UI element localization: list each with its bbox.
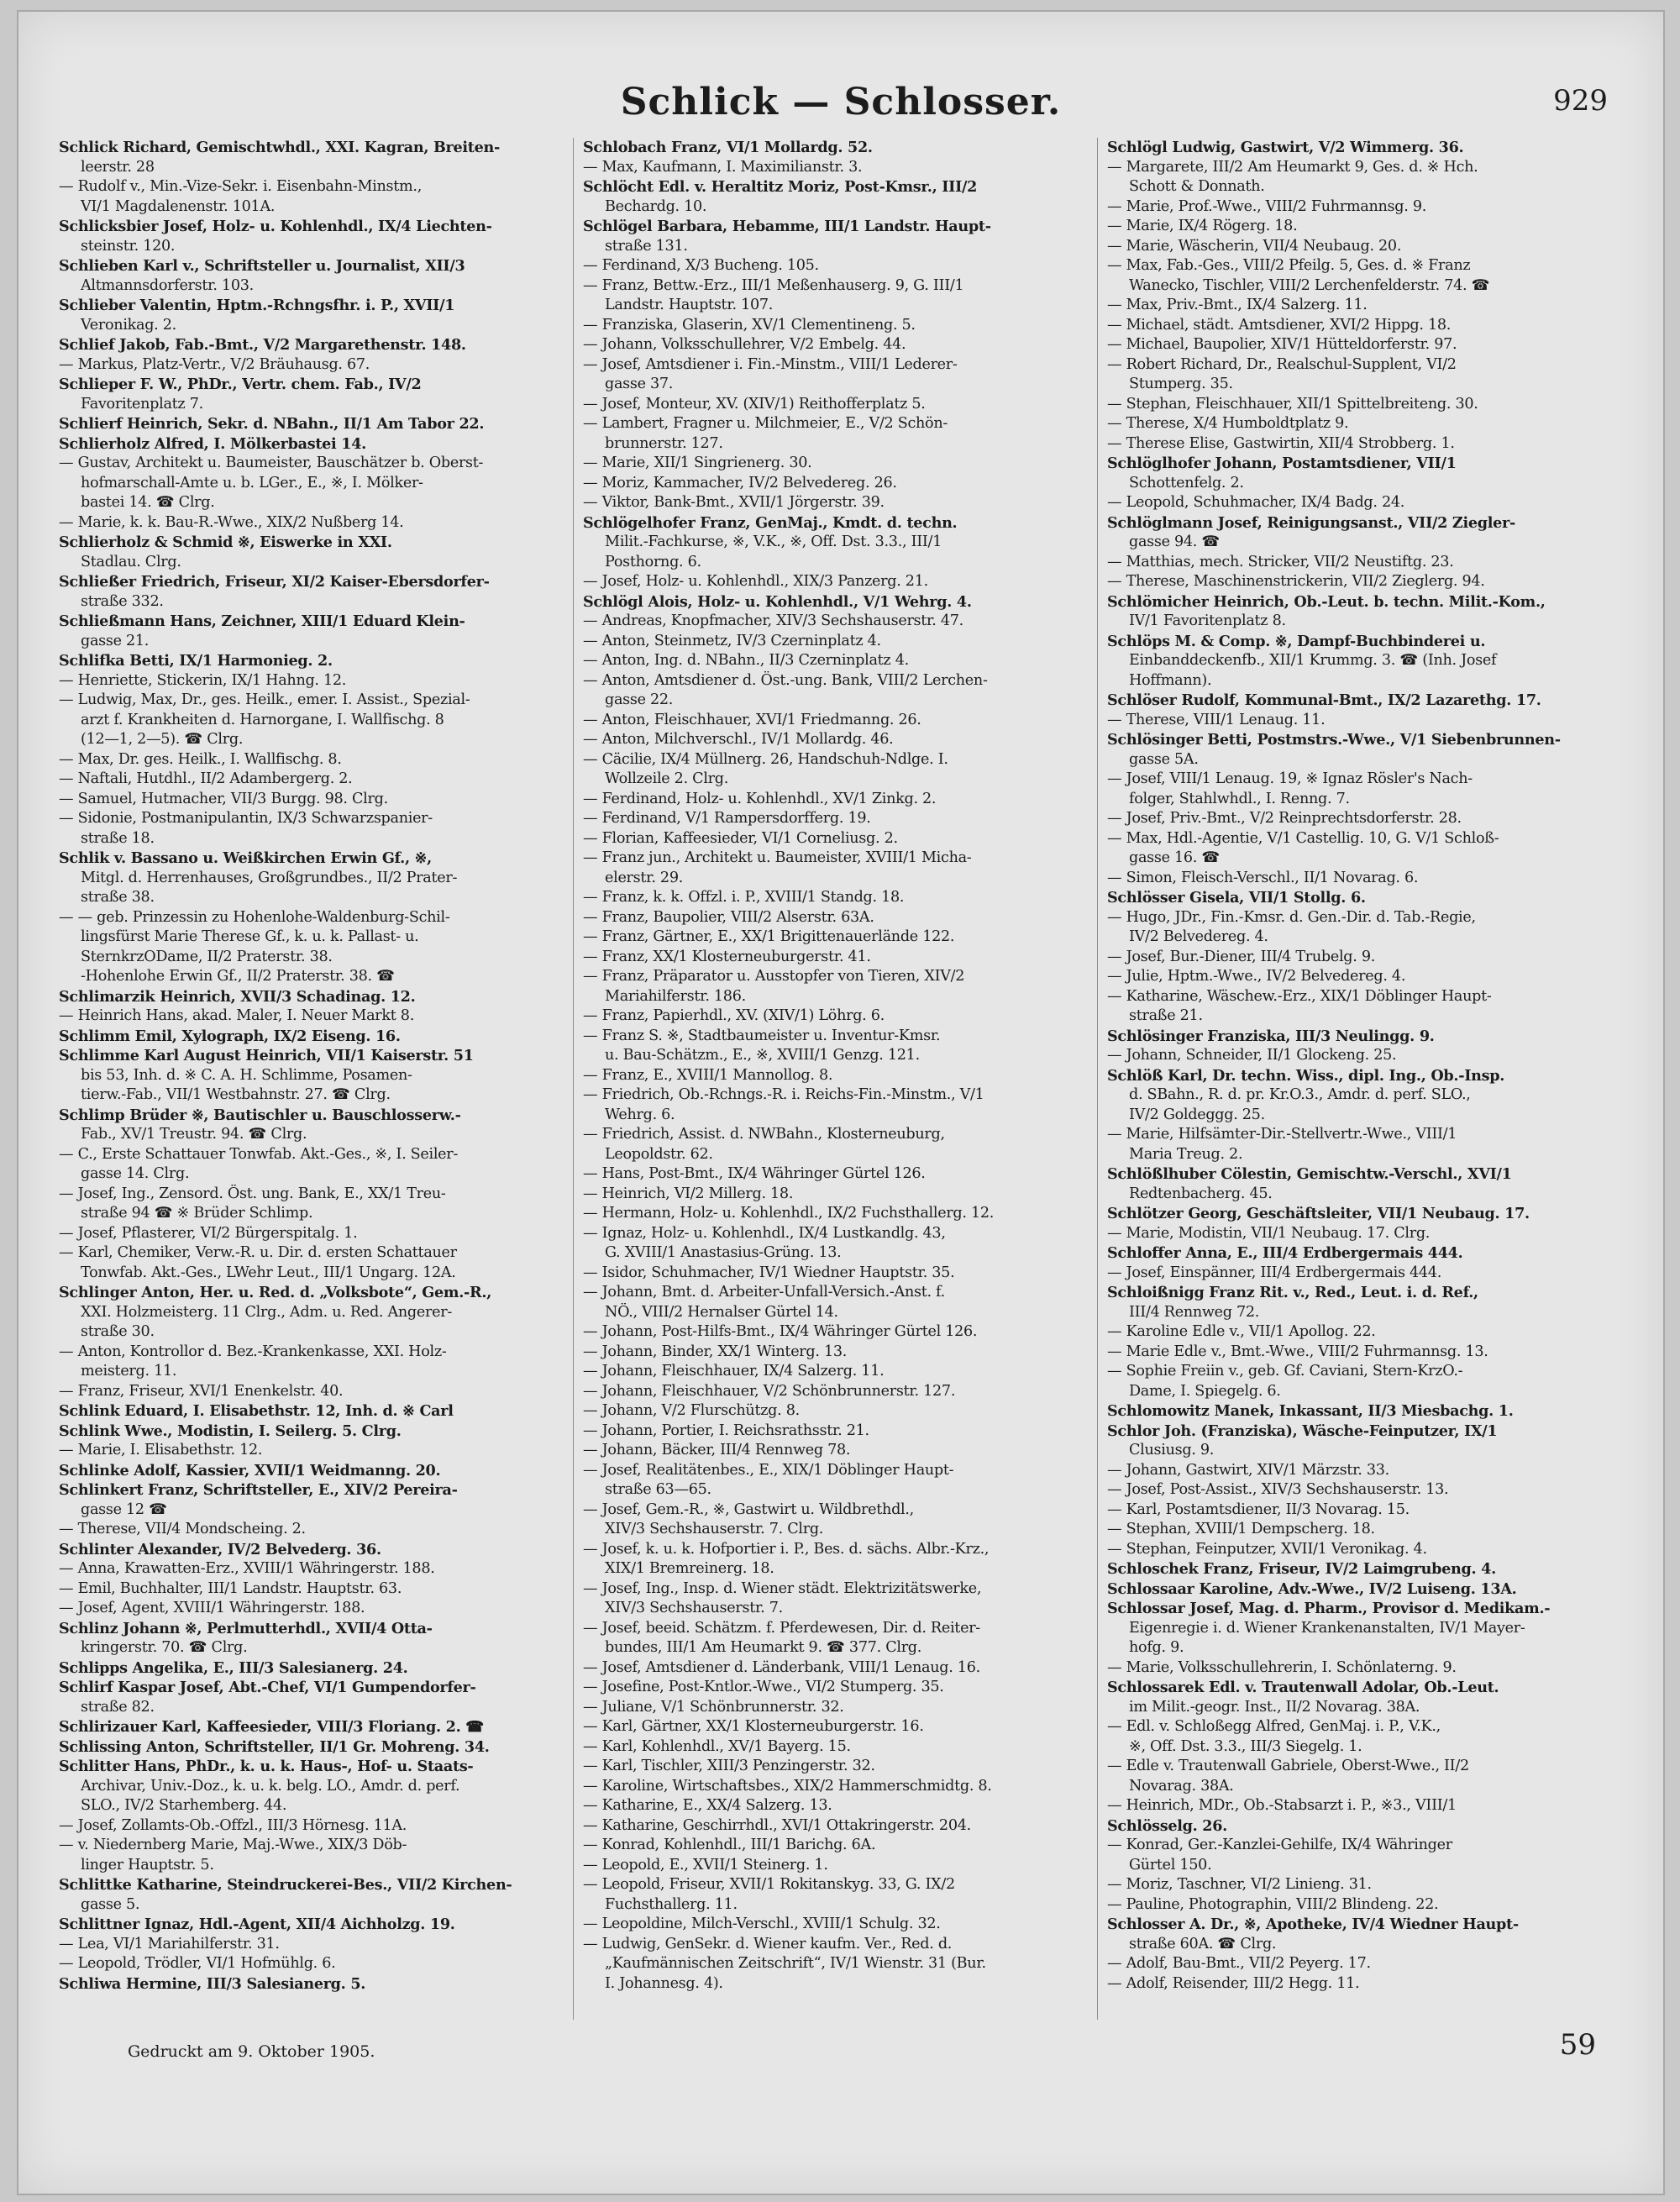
directory-entry-line: Stumperg. 35. xyxy=(1129,376,1233,392)
directory-entry-line: SternkrzODame, II/2 Praterstr. 38. xyxy=(81,948,333,965)
directory-entry-line: — Josef, Amtsdiener d. Länderbank, VIII/1 Lenaug. 16. xyxy=(583,1658,980,1676)
directory-entry-line: — Josef, Realitätenbes., E., XIX/1 Döblinger Haupt- xyxy=(583,1461,954,1479)
directory-entry-line: — Cäcilie, IX/4 Müllnerg. 26, Handschuh-Ndlge. I. xyxy=(583,750,948,768)
directory-entry-line: — Josef, Einspänner, III/4 Erdbergermais 444. xyxy=(1107,1264,1442,1281)
directory-entry-line: — Therese, VII/4 Mondscheing. 2. xyxy=(59,1521,306,1537)
directory-entry-line: — Leopold, Trödler, VI/1 Hofmühlg. 6. xyxy=(59,1955,336,1972)
directory-entry-line: Schlösinger Betti, Postmstrs.-Wwe., V/1 Siebenbrunnen- xyxy=(1107,731,1561,749)
directory-entry-line: Altmannsdorferstr. 103. xyxy=(81,276,254,294)
directory-entry-line: — Moriz, Kammacher, IV/2 Belvedereg. 26. xyxy=(583,474,897,491)
directory-entry-line: Posthorng. 6. xyxy=(605,553,701,570)
directory-entry-line: — Edl. v. Schloßegg Alfred, GenMaj. i. P., V.K., xyxy=(1107,1718,1441,1735)
directory-entry-line: Schloißnigg Franz Rit. v., Red., Leut. i. d. Ref., xyxy=(1107,1284,1478,1301)
directory-entry-line: Schliwa Hermine, III/3 Salesianerg. 5. xyxy=(59,1974,366,1993)
directory-entry-line: Mitgl. d. Herrenhauses, Großgrundbes., II/2 Prater- xyxy=(81,869,458,886)
directory-entry-line: Wanecko, Tischler, VIII/2 Lerchenfelderstr. 74. ☎ xyxy=(1129,276,1490,294)
directory-entry-line: (12—1, 2—5). ☎ Clrg. xyxy=(81,731,244,748)
directory-entry-line: Schlittke Katharine, Steindruckerei-Bes., VII/2 Kirchen- xyxy=(59,1876,512,1894)
directory-entry-line: — Max, Dr. ges. Heilk., I. Wallfischg. 8. xyxy=(59,750,342,768)
directory-entry-line: Schlifka Betti, IX/1 Harmonieg. 2. xyxy=(59,652,333,670)
directory-entry-line: folger, Stahlwhdl., I. Renng. 7. xyxy=(1129,790,1350,807)
directory-entry-line: — Rudolf v., Min.-Vize-Sekr. i. Eisenbahn-Minstm., xyxy=(59,178,422,195)
directory-entry-line: — Sidonie, Postmanipulantin, IX/3 Schwarzspanier- xyxy=(59,810,433,827)
directory-entry-line: Einbanddeckenfb., XII/1 Krummg. 3. ☎ (Inh. Josef xyxy=(1129,652,1497,669)
directory-entry-line: Schlöß Karl, Dr. techn. Wiss., dipl. Ing., Ob.-Insp. xyxy=(1107,1066,1505,1085)
directory-entry-line: — Anton, Ing. d. NBahn., II/3 Czerninplatz 4. xyxy=(583,652,909,669)
directory-entry-line: — Andreas, Knopfmacher, XIV/3 Sechshauserstr. 47. xyxy=(583,612,963,629)
directory-entry-line: gasse 5A. xyxy=(1129,750,1199,768)
directory-entry-line: — Josef, Amtsdiener i. Fin.-Minstm., VIII/1 Lederer- xyxy=(583,355,958,373)
directory-entry-line: Schließer Friedrich, Friseur, XI/2 Kaiser-Ebersdorfer- xyxy=(59,573,490,591)
directory-entry-line: Schlissing Anton, Schriftsteller, II/1 Gr. Mohreng. 34. xyxy=(59,1737,490,1756)
directory-entry-line: straße 21. xyxy=(1129,1007,1203,1024)
directory-entry-line: — Franz, k. k. Offzl. i. P., XVIII/1 Standg. 18. xyxy=(583,889,905,906)
directory-entry-line: Mariahilferstr. 186. xyxy=(605,987,746,1005)
directory-entry-line: Fuchsthallerg. 11. xyxy=(605,1895,738,1913)
directory-entry-line: XXI. Holzmeisterg. 11 Clrg., Adm. u. Red. Angerer- xyxy=(81,1303,452,1321)
directory-entry-line: Schlierf Heinrich, Sekr. d. NBahn., II/1 Am Tabor 22. xyxy=(59,415,485,433)
directory-entry-line: — Anna, Krawatten-Erz., XVIII/1 Währingerstr. 188. xyxy=(59,1560,435,1577)
directory-entry-line: Schlieper F. W., PhDr., Vertr. chem. Fab., IV/2 xyxy=(59,376,422,393)
directory-entry-line: Schlimme Karl August Heinrich, VII/1 Kaiserstr. 51 xyxy=(59,1047,474,1064)
directory-entry-line: Schlick Richard, Gemischtwhdl., XXI. Kagran, Breiten- xyxy=(59,139,501,156)
sheet-number: 59 xyxy=(1559,2028,1596,2062)
directory-entry-line: — Friedrich, Assist. d. NWBahn., Klosterneuburg, xyxy=(583,1126,945,1143)
directory-entry-line: hofmarschall-Amte u. b. LGer., E., ※, I. Mölker- xyxy=(81,474,423,491)
directory-entry-line: straße 63—65. xyxy=(605,1481,711,1498)
directory-entry-line: Schlimarzik Heinrich, XVII/3 Schadinag. 12. xyxy=(59,987,416,1006)
page-header xyxy=(18,81,1663,131)
directory-entry-line: — Josef, Zollamts-Ob.-Offzl., III/3 Hörnesg. 11A. xyxy=(59,1816,407,1834)
directory-entry-line: Schlötzer Georg, Geschäftsleiter, VII/1 Neubaug. 17. xyxy=(1107,1205,1530,1222)
directory-entry-line: G. XVIII/1 Anastasius-Grüng. 13. xyxy=(605,1244,842,1261)
directory-entry-line: Schlirizauer Karl, Kaffeesieder, VIII/3 Floriang. 2. ☎ xyxy=(59,1718,484,1736)
directory-entry-line: — Franz, XX/1 Klosterneuburgerstr. 41. xyxy=(583,948,871,965)
directory-entry-line: XIX/1 Bremreinerg. 18. xyxy=(605,1560,774,1577)
print-date: Gedruckt am 9. Oktober 1905. xyxy=(128,2042,375,2061)
directory-entry-line: — Viktor, Bank-Bmt., XVII/1 Jörgerstr. 39. xyxy=(583,494,885,511)
directory-entry-line: Stadlau. Clrg. xyxy=(81,553,181,570)
directory-entry-line: — Stephan, XVIII/1 Dempscherg. 18. xyxy=(1107,1521,1375,1537)
directory-entry-line: — Lea, VI/1 Mariahilferstr. 31. xyxy=(59,1935,280,1952)
directory-entry-line: XIV/3 Sechshauserstr. 7. Clrg. xyxy=(605,1521,824,1537)
directory-entry-line: — Heinrich, VI/2 Millerg. 18. xyxy=(583,1185,794,1202)
directory-entry-line: — Hans, Post-Bmt., IX/4 Währinger Gürtel 126. xyxy=(583,1165,926,1182)
directory-entry-line: straße 60A. ☎ Clrg. xyxy=(1129,1935,1277,1952)
directory-entry-line: Schlinger Anton, Her. u. Red. d. „Volksbote“, Gem.-R., xyxy=(59,1284,492,1301)
directory-entry-line: gasse 5. xyxy=(81,1895,140,1913)
directory-entry-line: Schlöcht Edl. v. Heraltitz Moriz, Post-Kmsr., III/2 xyxy=(583,178,978,196)
directory-entry-line: Schlieben Karl v., Schriftsteller u. Journalist, XII/3 xyxy=(59,257,465,275)
directory-entry-line: — Johann, V/2 Flurschützg. 8. xyxy=(583,1402,800,1419)
directory-entry-line: — Max, Priv.-Bmt., IX/4 Salzerg. 11. xyxy=(1107,297,1368,313)
directory-entry-line: Schlögelhofer Franz, GenMaj., Kmdt. d. techn. xyxy=(583,513,958,532)
directory-entry-line: — Ferdinand, Holz- u. Kohlenhdl., XV/1 Zinkg. 2. xyxy=(583,790,937,807)
directory-entry-line: hofg. 9. xyxy=(1129,1639,1184,1656)
directory-entry-line: straße 332. xyxy=(81,592,164,610)
directory-entry-line: — Josef, Post-Assist., XIV/3 Sechshauserstr. 13. xyxy=(1107,1481,1449,1498)
directory-entry-line: — Simon, Fleisch-Verschl., II/1 Novarag. 6. xyxy=(1107,869,1419,886)
directory-entry-line: — Josef, Pflasterer, VI/2 Bürgerspitalg. 1. xyxy=(59,1224,358,1242)
directory-entry-line: -Hohenlohe Erwin Gf., II/2 Praterstr. 38. ☎ xyxy=(81,968,395,985)
directory-entry-line: — Josef, k. u. k. Hofportier i. P., Bes. d. sächs. Albr.-Krz., xyxy=(583,1540,990,1558)
directory-entry-line: gasse 22. xyxy=(605,691,674,708)
column-middle xyxy=(583,138,1087,2020)
directory-entry-line: Schottenfelg. 2. xyxy=(1129,474,1244,491)
directory-entry-line: — Josef, Gem.-R., ※, Gastwirt u. Wildbrethdl., xyxy=(583,1500,914,1518)
directory-entry-line: — Josef, VIII/1 Lenaug. 19, ※ Ignaz Rösler's Nach- xyxy=(1107,770,1473,787)
directory-entry-line: — Michael, städt. Amtsdiener, XVI/2 Hippg. 18. xyxy=(1107,316,1452,334)
directory-entry-line: — Leopold, Schuhmacher, IX/4 Badg. 24. xyxy=(1107,494,1405,511)
directory-entry-line: Schlimm Emil, Xylograph, IX/2 Eiseng. 16. xyxy=(59,1027,401,1045)
directory-entry-line: — Ferdinand, X/3 Bucheng. 105. xyxy=(583,257,819,274)
directory-entry-line: — Johann, Binder, XX/1 Winterg. 13. xyxy=(583,1343,848,1360)
directory-entry-line: Schlösselg. 26. xyxy=(1107,1816,1227,1835)
directory-entry-line: — Konrad, Kohlenhdl., III/1 Barichg. 6A. xyxy=(583,1837,876,1853)
directory-entry-line: Schlögel Barbara, Hebamme, III/1 Landstr. Haupt- xyxy=(583,218,991,235)
directory-entry-line: — Lambert, Fragner u. Milchmeier, E., V/2 Schön- xyxy=(583,415,948,432)
directory-entry-line: XIV/3 Sechshauserstr. 7. xyxy=(605,1600,783,1616)
directory-entry-line: — — geb. Prinzessin zu Hohenlohe-Waldenburg-Schil- xyxy=(59,908,450,926)
directory-entry-line: Schlömicher Heinrich, Ob.-Leut. b. techn. Milit.-Kom., xyxy=(1107,592,1546,611)
directory-entry-line: Dame, I. Spiegelg. 6. xyxy=(1129,1382,1281,1400)
directory-entry-line: — Stephan, Fleischhauer, XII/1 Spittelbreiteng. 30. xyxy=(1107,395,1478,413)
directory-entry-line: — Johann, Fleischhauer, V/2 Schönbrunnerstr. 127. xyxy=(583,1382,956,1400)
directory-entry-line: — Ignaz, Holz- u. Kohlenhdl., IX/4 Lustkandlg. 43, xyxy=(583,1224,946,1242)
directory-entry-line: — Florian, Kaffeesieder, VI/1 Corneliusg. 2. xyxy=(583,829,898,847)
directory-entry-line: — Franz, Präparator u. Ausstopfer von Tieren, XIV/2 xyxy=(583,968,965,985)
directory-entry-line: — Marie, XII/1 Singrienerg. 30. xyxy=(583,455,812,471)
directory-entry-line: straße 131. xyxy=(605,237,688,255)
directory-entry-line: Schott & Donnath. xyxy=(1129,178,1265,195)
directory-entry-line: — Hugo, JDr., Fin.-Kmsr. d. Gen.-Dir. d. Tab.-Regie, xyxy=(1107,908,1476,926)
directory-entry-line: linger Hauptstr. 5. xyxy=(81,1856,214,1874)
directory-entry-line: Milit.-Fachkurse, ※, V.K., ※, Off. Dst. 3.3., III/1 xyxy=(605,533,942,550)
directory-entry-line: — Josef, Holz- u. Kohlenhdl., XIX/3 Panzerg. 21. xyxy=(583,573,928,590)
directory-entry-line: NÖ., VIII/2 Hernalser Gürtel 14. xyxy=(605,1303,838,1321)
directory-entry-line: Wollzeile 2. Clrg. xyxy=(605,770,729,787)
column-divider xyxy=(573,138,574,2020)
directory-entry-line: Hoffmann). xyxy=(1129,671,1212,689)
directory-entry-line: — Leopold, Friseur, XVII/1 Rokitanskyg. 33, G. IX/2 xyxy=(583,1876,955,1893)
directory-entry-line: meisterg. 11. xyxy=(81,1363,177,1380)
directory-entry-line: tierw.-Fab., VII/1 Westbahnstr. 27. ☎ Clrg. xyxy=(81,1086,391,1103)
directory-entry-line: Schlossarek Edl. v. Trautenwall Adolar, Ob.-Leut. xyxy=(1107,1679,1499,1696)
directory-entry-line: — Ludwig, Max, Dr., ges. Heilk., emer. I. Assist., Spezial- xyxy=(59,691,470,708)
directory-entry-line: — Johann, Portier, I. Reichsrathsstr. 21. xyxy=(583,1422,869,1439)
directory-entry-line: — Adolf, Bau-Bmt., VII/2 Peyerg. 17. xyxy=(1107,1955,1371,1972)
directory-entry-line: gasse 37. xyxy=(605,376,674,392)
directory-entry-line: — Anton, Steinmetz, IV/3 Czerninplatz 4. xyxy=(583,632,881,649)
directory-entry-line: Schlor Joh. (Franziska), Wäsche-Feinputzer, IX/1 xyxy=(1107,1422,1498,1440)
directory-entry-line: Fab., XV/1 Treustr. 94. ☎ Clrg. xyxy=(81,1126,307,1143)
directory-entry-line: IV/2 Goldeggg. 25. xyxy=(1129,1106,1265,1123)
directory-entry-line: Schlinke Adolf, Kassier, XVII/1 Weidmanng. 20. xyxy=(59,1461,441,1479)
directory-entry-line: Wehrg. 6. xyxy=(605,1106,675,1123)
directory-entry-line: lingsfürst Marie Therese Gf., k. u. k. Pallast- u. xyxy=(81,928,419,945)
directory-entry-line: — Johann, Gastwirt, XIV/1 Märzstr. 33. xyxy=(1107,1461,1389,1479)
directory-entry-line: Schloffer Anna, E., III/4 Erdbergermais 444. xyxy=(1107,1244,1463,1262)
directory-entry-line: — Anton, Kontrollor d. Bez.-Krankenkasse, XXI. Holz- xyxy=(59,1343,447,1360)
page-title: Schlick — Schlosser. xyxy=(620,81,1062,124)
directory-entry-line: Novarag. 38A. xyxy=(1129,1777,1234,1795)
directory-entry-line: „Kaufmännischen Zeitschrift“, IV/1 Wienstr. 31 (Bur. xyxy=(605,1955,986,1972)
directory-entry-line: — Karl, Postamtsdiener, II/3 Novarag. 15. xyxy=(1107,1500,1410,1518)
directory-entry-line: Schlöps M. & Comp. ※, Dampf-Buchbinderei u. xyxy=(1107,632,1486,650)
directory-entry-line: Schlieber Valentin, Hptm.-Rchngsfhr. i. P., XVII/1 xyxy=(59,297,455,314)
directory-entry-line: — Franz, Gärtner, E., XX/1 Brigittenauerlände 122. xyxy=(583,928,955,945)
directory-entry-line: — Therese, Maschinenstrickerin, VII/2 Zieglerg. 94. xyxy=(1107,573,1485,590)
directory-entry-line: Tonwfab. Akt.-Ges., LWehr Leut., III/1 Ungarg. 12A. xyxy=(81,1264,456,1281)
directory-entry-line: — Katharine, Geschirrhdl., XVI/1 Ottakringerstr. 204. xyxy=(583,1816,971,1834)
directory-entry-line: Leopoldstr. 62. xyxy=(605,1145,713,1163)
directory-entry-line: IV/2 Belvedereg. 4. xyxy=(1129,928,1268,945)
directory-page xyxy=(17,10,1665,2195)
directory-entry-line: — Sophie Freiin v., geb. Gf. Caviani, Stern-KrzO.- xyxy=(1107,1363,1463,1380)
directory-entry-line: — Karoline, Wirtschaftsbes., XIX/2 Hammerschmidtg. 8. xyxy=(583,1777,992,1795)
directory-entry-line: — Leopold, E., XVII/1 Steinerg. 1. xyxy=(583,1856,828,1874)
directory-entry-line: — Therese, X/4 Humboldtplatz 9. xyxy=(1107,415,1349,432)
directory-entry-line: — Naftali, Hutdhl., II/2 Adambergerg. 2. xyxy=(59,770,353,787)
directory-entry-line: — Franziska, Glaserin, XV/1 Clementineng. 5. xyxy=(583,316,916,334)
directory-entry-line: — Franz jun., Architekt u. Baumeister, XVIII/1 Micha- xyxy=(583,849,972,866)
directory-entry-line: Bechardg. 10. xyxy=(605,197,707,215)
directory-entry-line: gasse 94. ☎ xyxy=(1129,533,1221,550)
directory-entry-line: — Emil, Buchhalter, III/1 Landstr. Hauptstr. 63. xyxy=(59,1579,402,1597)
directory-entry-line: — C., Erste Schattauer Tonwfab. Akt.-Ges., ※, I. Seiler- xyxy=(59,1145,459,1163)
directory-entry-line: — Johann, Fleischhauer, IX/4 Salzerg. 11. xyxy=(583,1363,885,1380)
directory-entry-line: — Marie, IX/4 Rögerg. 18. xyxy=(1107,218,1298,234)
directory-entry-line: bundes, III/1 Am Heumarkt 9. ☎ 377. Clrg. xyxy=(605,1639,922,1656)
directory-entry-line: gasse 16. ☎ xyxy=(1129,849,1221,866)
directory-entry-line: I. Johannesg. 4). xyxy=(605,1974,723,1992)
directory-entry-line: — Konrad, Ger.-Kanzlei-Gehilfe, IX/4 Währinger xyxy=(1107,1837,1452,1853)
directory-entry-line: Schlierholz & Schmid ※, Eiswerke in XXI. xyxy=(59,533,392,551)
directory-entry-line: — Therese Elise, Gastwirtin, XII/4 Strobberg. 1. xyxy=(1107,434,1455,452)
directory-entry-line: Schlitter Hans, PhDr., k. u. k. Haus-, Hof- u. Staats- xyxy=(59,1758,474,1775)
directory-entry-line: — Ferdinand, V/1 Rampersdorfferg. 19. xyxy=(583,810,871,827)
directory-entry-line: Schlinz Johann ※, Perlmutterhdl., XVII/4 Otta- xyxy=(59,1619,433,1637)
directory-entry-line: — Franz, Friseur, XVI/1 Enenkelstr. 40. xyxy=(59,1382,344,1400)
directory-entry-line: — Hermann, Holz- u. Kohlenhdl., IX/2 Fuchsthallerg. 12. xyxy=(583,1205,995,1222)
directory-entry-line: u. Bau-Schätzm., E., ※, XVIII/1 Genzg. 121. xyxy=(605,1047,920,1064)
directory-entry-line: VI/1 Magdalenenstr. 101A. xyxy=(81,197,276,215)
directory-entry-line: Schlierholz Alfred, I. Mölkerbastei 14. xyxy=(59,434,366,453)
directory-entry-line: — Adolf, Reisender, III/2 Hegg. 11. xyxy=(1107,1974,1360,1992)
directory-entry-line: — Anton, Fleischhauer, XVI/1 Friedmanng. 26. xyxy=(583,711,921,728)
directory-entry-line: gasse 21. xyxy=(81,632,150,649)
directory-entry-line: ※, Off. Dst. 3.3., III/3 Siegelg. 1. xyxy=(1129,1737,1362,1755)
directory-entry-line: — Robert Richard, Dr., Realschul-Supplent, VI/2 xyxy=(1107,355,1457,373)
directory-entry-line: Schlicksbier Josef, Holz- u. Kohlenhdl., IX/4 Liechten- xyxy=(59,218,492,235)
directory-entry-line: — Edle v. Trautenwall Gabriele, Oberst-Wwe., II/2 xyxy=(1107,1758,1469,1774)
directory-entry-line: Archivar, Univ.-Doz., k. u. k. belg. LO., Amdr. d. perf. xyxy=(81,1777,460,1795)
directory-entry-line: IV/1 Favoritenplatz 8. xyxy=(1129,612,1286,629)
directory-entry-line: Schlik v. Bassano u. Weißkirchen Erwin Gf., ※, xyxy=(59,849,432,867)
directory-entry-line: Schlösser Gisela, VII/1 Stollg. 6. xyxy=(1107,889,1366,907)
directory-entry-line: Veronikag. 2. xyxy=(81,316,176,334)
directory-entry-line: — Isidor, Schuhmacher, IV/1 Wiedner Hauptstr. 35. xyxy=(583,1264,955,1281)
directory-entry-line: — Franz, Papierhdl., XV. (XIV/1) Löhrg. 6. xyxy=(583,1007,885,1024)
directory-entry-line: — Marie, Volksschullehrerin, I. Schönlaterng. 9. xyxy=(1107,1658,1457,1676)
directory-entry-line: — Josef, Ing., Zensord. Öst. ung. Bank, E., XX/1 Treu- xyxy=(59,1185,446,1202)
directory-entry-line: brunnerstr. 127. xyxy=(605,434,723,452)
directory-entry-line: Eigenregie i. d. Wiener Krankenanstalten, IV/1 Mayer- xyxy=(1129,1619,1525,1637)
directory-entry-line: — Max, Fab.-Ges., VIII/2 Pfeilg. 5, Ges. d. ※ Franz xyxy=(1107,257,1471,274)
directory-entry-line: — Johann, Post-Hilfs-Bmt., IX/4 Währinger Gürtel 126. xyxy=(583,1323,978,1340)
directory-entry-line: leerstr. 28 xyxy=(81,158,155,176)
directory-entry-line: — Gustav, Architekt u. Baumeister, Bauschätzer b. Oberst- xyxy=(59,455,484,471)
directory-entry-line: — Henriette, Stickerin, IX/1 Hahng. 12. xyxy=(59,671,347,689)
directory-entry-line: SLO., IV/2 Starhemberg. 44. xyxy=(81,1797,287,1814)
directory-entry-line: Schlöglhofer Johann, Postamtsdiener, VII/1 xyxy=(1107,455,1457,472)
directory-entry-line: — Anton, Amtsdiener d. Öst.-ung. Bank, VIII/2 Lerchen- xyxy=(583,671,988,689)
directory-entry-line: Schlosser A. Dr., ※, Apotheke, IV/4 Wiedner Haupt- xyxy=(1107,1916,1519,1933)
directory-entry-line: gasse 12 ☎ xyxy=(81,1500,167,1518)
directory-entry-line: bastei 14. ☎ Clrg. xyxy=(81,494,215,511)
directory-entry-line: Schlief Jakob, Fab.-Bmt., V/2 Margarethenstr. 148. xyxy=(59,336,466,354)
directory-entry-line: Schlipps Angelika, E., III/3 Salesianerg. 24. xyxy=(59,1658,408,1677)
directory-entry-line: Redtenbacherg. 45. xyxy=(1129,1185,1273,1202)
directory-entry-line: — Karl, Kohlenhdl., XV/1 Bayerg. 15. xyxy=(583,1737,851,1755)
directory-entry-line: — Karoline Edle v., VII/1 Apollog. 22. xyxy=(1107,1323,1376,1340)
directory-entry-line: straße 18. xyxy=(81,829,155,847)
directory-entry-line: — Franz, Bettw.-Erz., III/1 Meßenhauserg. 9, G. III/1 xyxy=(583,276,964,294)
directory-entry-line: — Stephan, Feinputzer, XVII/1 Veronikag. 4. xyxy=(1107,1540,1427,1558)
directory-entry-line: gasse 14. Clrg. xyxy=(81,1165,190,1182)
directory-entry-line: — Heinrich, MDr., Ob.-Stabsarzt i. P., ※3., VIII/1 xyxy=(1107,1797,1457,1814)
directory-entry-line: — Marie, k. k. Bau-R.-Wwe., XIX/2 Nußberg 14. xyxy=(59,513,404,531)
directory-entry-line: Schließmann Hans, Zeichner, XIII/1 Eduard Klein- xyxy=(59,612,465,630)
directory-entry-line: — Marie, Prof.-Wwe., VIII/2 Fuhrmannsg. 9. xyxy=(1107,197,1427,215)
directory-entry-line: — Juliane, V/1 Schönbrunnerstr. 32. xyxy=(583,1698,844,1716)
directory-entry-line: straße 94 ☎ ※ Brüder Schlimp. xyxy=(81,1205,313,1222)
directory-entry-line: — Josef, beeid. Schätzm. f. Pferdewesen, Dir. d. Reiter- xyxy=(583,1619,980,1637)
directory-entry-line: — v. Niedernberg Marie, Maj.-Wwe., XIX/3 Döb- xyxy=(59,1837,407,1853)
page-number: 929 xyxy=(1553,84,1608,118)
directory-entry-line: — Moriz, Taschner, VI/2 Linieng. 31. xyxy=(1107,1876,1372,1893)
column-divider xyxy=(1097,138,1098,2020)
directory-entry-line: — Josefine, Post-Kntlor.-Wwe., VI/2 Stumperg. 35. xyxy=(583,1679,944,1695)
directory-entry-line: Schlögl Alois, Holz- u. Kohlenhdl., V/1 Wehrg. 4. xyxy=(583,592,972,611)
directory-entry-line: — Katharine, Wäschew.-Erz., XIX/1 Döblinger Haupt- xyxy=(1107,987,1492,1005)
directory-entry-line: — Pauline, Photographin, VIII/2 Blindeng. 22. xyxy=(1107,1895,1439,1913)
directory-entry-line: — Josef, Priv.-Bmt., V/2 Reinprechtsdorferstr. 28. xyxy=(1107,810,1462,827)
directory-entry-line: — Karl, Tischler, XIII/3 Penzingerstr. 32. xyxy=(583,1758,875,1774)
directory-entry-line: Schlossar Josef, Mag. d. Pharm., Provisor d. Medikam.- xyxy=(1107,1600,1551,1617)
directory-entry-line: Schlinter Alexander, IV/2 Belvederg. 36. xyxy=(59,1540,381,1558)
directory-entry-line: im Milit.-geogr. Inst., II/2 Novarag. 38A. xyxy=(1129,1698,1420,1716)
directory-entry-line: Schlittner Ignaz, Hdl.-Agent, XII/4 Aichholzg. 19. xyxy=(59,1916,455,1933)
column-left xyxy=(59,138,563,2020)
directory-entry-line: — Anton, Milchverschl., IV/1 Mollardg. 46. xyxy=(583,731,894,748)
directory-entry-line: Schlossaar Karoline, Adv.-Wwe., IV/2 Luiseng. 13A. xyxy=(1107,1579,1517,1598)
directory-entry-line: — Marie, Modistin, VII/1 Neubaug. 17. Clrg. xyxy=(1107,1224,1431,1242)
directory-columns xyxy=(59,138,1635,2020)
directory-entry-line: Schlößlhuber Cölestin, Gemischtw.-Verschl., XVI/1 xyxy=(1107,1165,1512,1183)
directory-entry-line: — Markus, Platz-Vertr., V/2 Bräuhausg. 67. xyxy=(59,355,370,373)
directory-entry-line: — Therese, VIII/1 Lenaug. 11. xyxy=(1107,711,1326,728)
directory-entry-line: — Max, Kaufmann, I. Maximilianstr. 3. xyxy=(583,158,863,176)
directory-entry-line: kringerstr. 70. ☎ Clrg. xyxy=(81,1639,248,1656)
directory-entry-line: straße 30. xyxy=(81,1323,155,1340)
directory-entry-line: — Karl, Chemiker, Verw.-R. u. Dir. d. ersten Schattauer xyxy=(59,1244,457,1261)
directory-entry-line: — Katharine, E., XX/4 Salzerg. 13. xyxy=(583,1797,832,1814)
directory-entry-line: Schlöser Rudolf, Kommunal-Bmt., IX/2 Lazarethg. 17. xyxy=(1107,691,1541,709)
directory-entry-line: — Johann, Bmt. d. Arbeiter-Unfall-Versich.-Anst. f. xyxy=(583,1284,945,1301)
directory-entry-line: Schlink Eduard, I. Elisabethstr. 12, Inh. d. ※ Carl xyxy=(59,1402,454,1420)
directory-entry-line: Gürtel 150. xyxy=(1129,1856,1212,1874)
directory-entry-line: — Margarete, III/2 Am Heumarkt 9, Ges. d. ※ Hch. xyxy=(1107,158,1478,176)
directory-entry-line: elerstr. 29. xyxy=(605,869,684,886)
directory-entry-line: — Michael, Baupolier, XIV/1 Hütteldorferstr. 97. xyxy=(1107,336,1457,353)
directory-entry-line: — Marie, I. Elisabethstr. 12. xyxy=(59,1442,263,1458)
directory-entry-line: straße 82. xyxy=(81,1698,155,1716)
directory-entry-line: Schlink Wwe., Modistin, I. Seilerg. 5. Clrg. xyxy=(59,1422,402,1440)
directory-entry-line: bis 53, Inh. d. ※ C. A. H. Schlimme, Posamen- xyxy=(81,1066,412,1084)
directory-entry-line: Schlirf Kaspar Josef, Abt.-Chef, VI/1 Gumpendorfer- xyxy=(59,1679,476,1696)
directory-entry-line: Schlöglmann Josef, Reinigungsanst., VII/2 Ziegler- xyxy=(1107,513,1515,532)
directory-entry-line: — Johann, Bäcker, III/4 Rennweg 78. xyxy=(583,1442,851,1458)
directory-entry-line: III/4 Rennweg 72. xyxy=(1129,1303,1260,1321)
directory-entry-line: Maria Treug. 2. xyxy=(1129,1145,1243,1163)
directory-entry-line: Schlösinger Franziska, III/3 Neulingg. 9. xyxy=(1107,1027,1435,1045)
directory-entry-line: — Marie, Wäscherin, VII/4 Neubaug. 20. xyxy=(1107,237,1402,255)
directory-entry-line: — Josef, Ing., Insp. d. Wiener städt. Elektrizitätswerke, xyxy=(583,1579,982,1597)
directory-entry-line: Schlinkert Franz, Schriftsteller, E., XIV/2 Pereira- xyxy=(59,1481,458,1499)
directory-entry-line: Schlögl Ludwig, Gastwirt, V/2 Wimmerg. 36. xyxy=(1107,139,1464,156)
directory-entry-line: arzt f. Krankheiten d. Harnorgane, I. Wallfischg. 8 xyxy=(81,711,444,728)
directory-entry-line: — Josef, Bur.-Diener, III/4 Trubelg. 9. xyxy=(1107,948,1376,965)
directory-entry-line: — Karl, Gärtner, XX/1 Klosterneuburgerstr. 16. xyxy=(583,1718,924,1735)
directory-entry-line: Clusiusg. 9. xyxy=(1129,1442,1215,1458)
directory-entry-line: — Julie, Hptm.-Wwe., IV/2 Belvedereg. 4. xyxy=(1107,968,1406,985)
directory-entry-line: Schloschek Franz, Friseur, IV/2 Laimgrubeng. 4. xyxy=(1107,1560,1496,1578)
directory-entry-line: — Matthias, mech. Stricker, VII/2 Neustiftg. 23. xyxy=(1107,553,1454,570)
directory-entry-line: Schlomowitz Manek, Inkassant, II/3 Miesbachg. 1. xyxy=(1107,1402,1514,1420)
directory-entry-line: — Heinrich Hans, akad. Maler, I. Neuer Markt 8. xyxy=(59,1007,414,1024)
directory-entry-line: Favoritenplatz 7. xyxy=(81,395,203,413)
directory-entry-line: — Josef, Monteur, XV. (XIV/1) Reithofferplatz 5. xyxy=(583,395,926,413)
directory-entry-line: steinstr. 120. xyxy=(81,237,176,255)
directory-entry-line: straße 38. xyxy=(81,889,155,906)
directory-entry-line: — Johann, Volksschullehrer, V/2 Embelg. 44. xyxy=(583,336,906,353)
directory-entry-line: — Franz, E., XVIII/1 Mannollog. 8. xyxy=(583,1066,833,1084)
directory-entry-line: — Ludwig, GenSekr. d. Wiener kaufm. Ver., Red. d. xyxy=(583,1935,953,1952)
directory-entry-line: d. SBahn., R. d. pr. Kr.O.3., Amdr. d. perf. SLO., xyxy=(1129,1086,1471,1103)
directory-entry-line: — Marie Edle v., Bmt.-Wwe., VIII/2 Fuhrmannsg. 13. xyxy=(1107,1343,1488,1360)
directory-entry-line: — Friedrich, Ob.-Rchngs.-R. i. Reichs-Fin.-Minstm., V/1 xyxy=(583,1086,984,1103)
directory-entry-line: — Samuel, Hutmacher, VII/3 Burgg. 98. Clrg. xyxy=(59,790,388,807)
directory-entry-line: Schlimp Brüder ※, Bautischler u. Bauschlosserw.- xyxy=(59,1106,461,1124)
directory-entry-line: — Franz S. ※, Stadtbaumeister u. Inventur-Kmsr. xyxy=(583,1027,941,1044)
directory-entry-line: — Josef, Agent, XVIII/1 Währingerstr. 188. xyxy=(59,1600,365,1616)
directory-entry-line: — Franz, Baupolier, VIII/2 Alserstr. 63A. xyxy=(583,908,874,926)
directory-entry-line: — Leopoldine, Milch-Verschl., XVIII/1 Schulg. 32. xyxy=(583,1916,941,1932)
directory-entry-line: Schlobach Franz, VI/1 Mollardg. 52. xyxy=(583,139,873,156)
directory-entry-line: — Marie, Hilfsämter-Dir.-Stellvertr.-Wwe., VIII/1 xyxy=(1107,1126,1457,1143)
directory-entry-line: — Max, Hdl.-Agentie, V/1 Castellig. 10, G. V/1 Schloß- xyxy=(1107,829,1499,847)
directory-entry-line: — Johann, Schneider, II/1 Glockeng. 25. xyxy=(1107,1047,1397,1064)
column-right xyxy=(1107,138,1611,2020)
directory-entry-line: Landstr. Hauptstr. 107. xyxy=(605,297,774,313)
